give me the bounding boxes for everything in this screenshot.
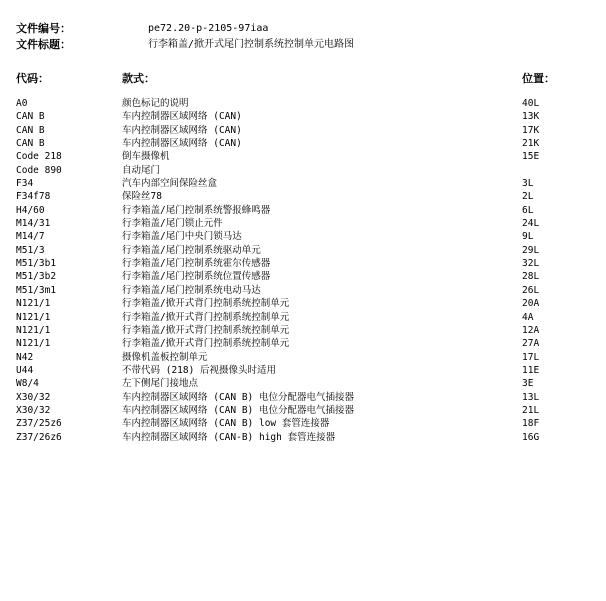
row-code: M51/3 [16, 244, 45, 256]
row-code: F34 [16, 178, 34, 190]
row-code: W8/4 [16, 378, 39, 390]
row-code: N121/1 [16, 324, 51, 336]
table-row [0, 177, 606, 190]
row-code: Code 218 [16, 151, 62, 163]
row-code: F34f78 [16, 191, 51, 203]
table-row [0, 110, 606, 123]
table-row [0, 297, 606, 310]
row-position[interactable]: 6L [522, 204, 534, 216]
table-row [0, 190, 606, 203]
row-description: 颜色标记的说明 [122, 98, 189, 109]
table-row [0, 324, 606, 337]
table-row [0, 337, 606, 350]
row-description: 行李箱盖/掀开式背门控制系统控制单元 [122, 298, 290, 310]
row-position[interactable]: 3E [522, 378, 534, 390]
doc-title-value: 行李箱盖/掀开式尾门控制系统控制单元电路图 [148, 39, 355, 50]
table-row [0, 124, 606, 137]
row-description: 车内控制器区域网络 (CAN-B) high 套管连接器 [122, 431, 336, 443]
table-row [0, 377, 606, 390]
table-row [0, 97, 606, 110]
row-code: N121/1 [16, 311, 51, 323]
table-row [0, 284, 606, 297]
row-position[interactable]: 17K [522, 124, 540, 136]
row-code: CAN B [16, 124, 45, 136]
row-code: M14/7 [16, 231, 45, 243]
row-description: 行李箱盖/尾门控制系统电动马达 [122, 284, 261, 296]
row-position[interactable]: 21L [522, 404, 540, 416]
row-description: 左下侧尾门接地点 [122, 378, 199, 390]
row-position[interactable]: 21K [522, 138, 540, 150]
row-position[interactable]: 4A [522, 311, 534, 323]
row-position[interactable]: 15E [522, 151, 540, 163]
table-row [0, 351, 606, 364]
row-position[interactable]: 12A [522, 324, 540, 336]
doc-title-label: 文件标题： [16, 38, 71, 51]
row-position[interactable]: 26L [522, 284, 540, 296]
table-row [0, 270, 606, 283]
row-code: X30/32 [16, 391, 51, 403]
table-row [0, 257, 606, 270]
row-description: 行李箱盖/尾门锁止元件 [122, 218, 223, 230]
row-code: M51/3b2 [16, 271, 57, 283]
row-description: 自动尾门 [122, 164, 161, 176]
table-row [0, 150, 606, 163]
table-row [0, 204, 606, 217]
row-position[interactable]: 16G [522, 431, 540, 443]
row-code: Z37/26z6 [16, 431, 62, 443]
row-description: 行李箱盖/掀开式背门控制系统控制单元 [122, 311, 290, 323]
row-description: 行李箱盖/尾门控制系统位置传感器 [122, 271, 271, 283]
row-description: 保险丝78 [122, 191, 162, 203]
row-description: 车内控制器区域网络 (CAN B) 电位分配器电气插接器 [122, 391, 354, 403]
row-code: U44 [16, 364, 34, 376]
row-position[interactable]: 9L [522, 231, 534, 243]
row-description: 行李箱盖/尾门控制系统驱动单元 [122, 244, 261, 256]
table-row [0, 391, 606, 404]
table-row [0, 137, 606, 150]
table-row [0, 164, 606, 177]
table-row [0, 244, 606, 257]
row-position[interactable]: 24L [522, 218, 540, 230]
row-position[interactable]: 2L [522, 191, 534, 203]
table-row [0, 311, 606, 324]
column-header-code: 代码： [16, 72, 49, 85]
table-row [0, 404, 606, 417]
row-code: M51/3b1 [16, 258, 57, 270]
doc-number-label: 文件编号： [16, 22, 71, 35]
row-code: A0 [16, 98, 28, 109]
row-position[interactable]: 17L [522, 351, 540, 363]
row-position[interactable]: 32L [522, 258, 540, 270]
row-description: 车内控制器区域网络 (CAN B) 电位分配器电气插接器 [122, 404, 354, 416]
row-code: N121/1 [16, 338, 51, 350]
row-position[interactable]: 40L [522, 98, 540, 109]
row-description: 行李箱盖/掀开式背门控制系统控制单元 [122, 324, 290, 336]
row-code: X30/32 [16, 404, 51, 416]
row-position[interactable]: 3L [522, 178, 534, 190]
row-description: 行李箱盖/掀开式背门控制系统控制单元 [122, 338, 290, 350]
row-description: 不带代码 (218) 后视摄像头时适用 [122, 364, 277, 376]
row-code: CAN B [16, 138, 45, 150]
row-code: M14/31 [16, 218, 51, 230]
row-position[interactable]: 27A [522, 338, 540, 350]
row-description: 行李箱盖/尾门控制系统霍尔传感器 [122, 258, 271, 270]
row-code: H4/60 [16, 204, 45, 216]
row-description: 车内控制器区域网络 (CAN) [122, 138, 242, 150]
row-code: Code 890 [16, 164, 62, 176]
row-code: N42 [16, 351, 34, 363]
row-code: Z37/25z6 [16, 418, 62, 430]
row-description: 汽车内部空间保险丝盒 [122, 178, 218, 190]
row-position[interactable]: 13L [522, 391, 540, 403]
row-code: N121/1 [16, 298, 51, 310]
column-header-description: 款式： [122, 72, 155, 85]
table-row [0, 230, 606, 243]
row-position[interactable]: 29L [522, 244, 540, 256]
row-description: 车内控制器区域网络 (CAN B) low 套管连接器 [122, 418, 330, 430]
table-row [0, 431, 606, 444]
row-description: 行李箱盖/尾门中央门锁马达 [122, 231, 242, 243]
row-position[interactable]: 18F [522, 418, 540, 430]
row-code: CAN B [16, 111, 45, 123]
table-row [0, 364, 606, 377]
row-position[interactable]: 11E [522, 364, 540, 376]
row-position[interactable]: 20A [522, 298, 540, 310]
table-row [0, 417, 606, 430]
row-code: M51/3m1 [16, 284, 57, 296]
row-description: 倒车摄像机 [122, 151, 170, 163]
row-description: 车内控制器区域网络 (CAN) [122, 124, 242, 136]
doc-number-value: pe72.20-p-2105-97iaa [148, 23, 269, 34]
row-description: 摄像机盖板控制单元 [122, 351, 208, 363]
row-description: 车内控制器区域网络 (CAN) [122, 111, 242, 123]
table-row [0, 217, 606, 230]
row-description: 行李箱盖/尾门控制系统警报蜂鸣器 [122, 204, 271, 216]
column-header-position: 位置： [522, 72, 555, 85]
row-position[interactable]: 13K [522, 111, 540, 123]
component-list [0, 97, 606, 444]
row-position[interactable]: 28L [522, 271, 540, 283]
